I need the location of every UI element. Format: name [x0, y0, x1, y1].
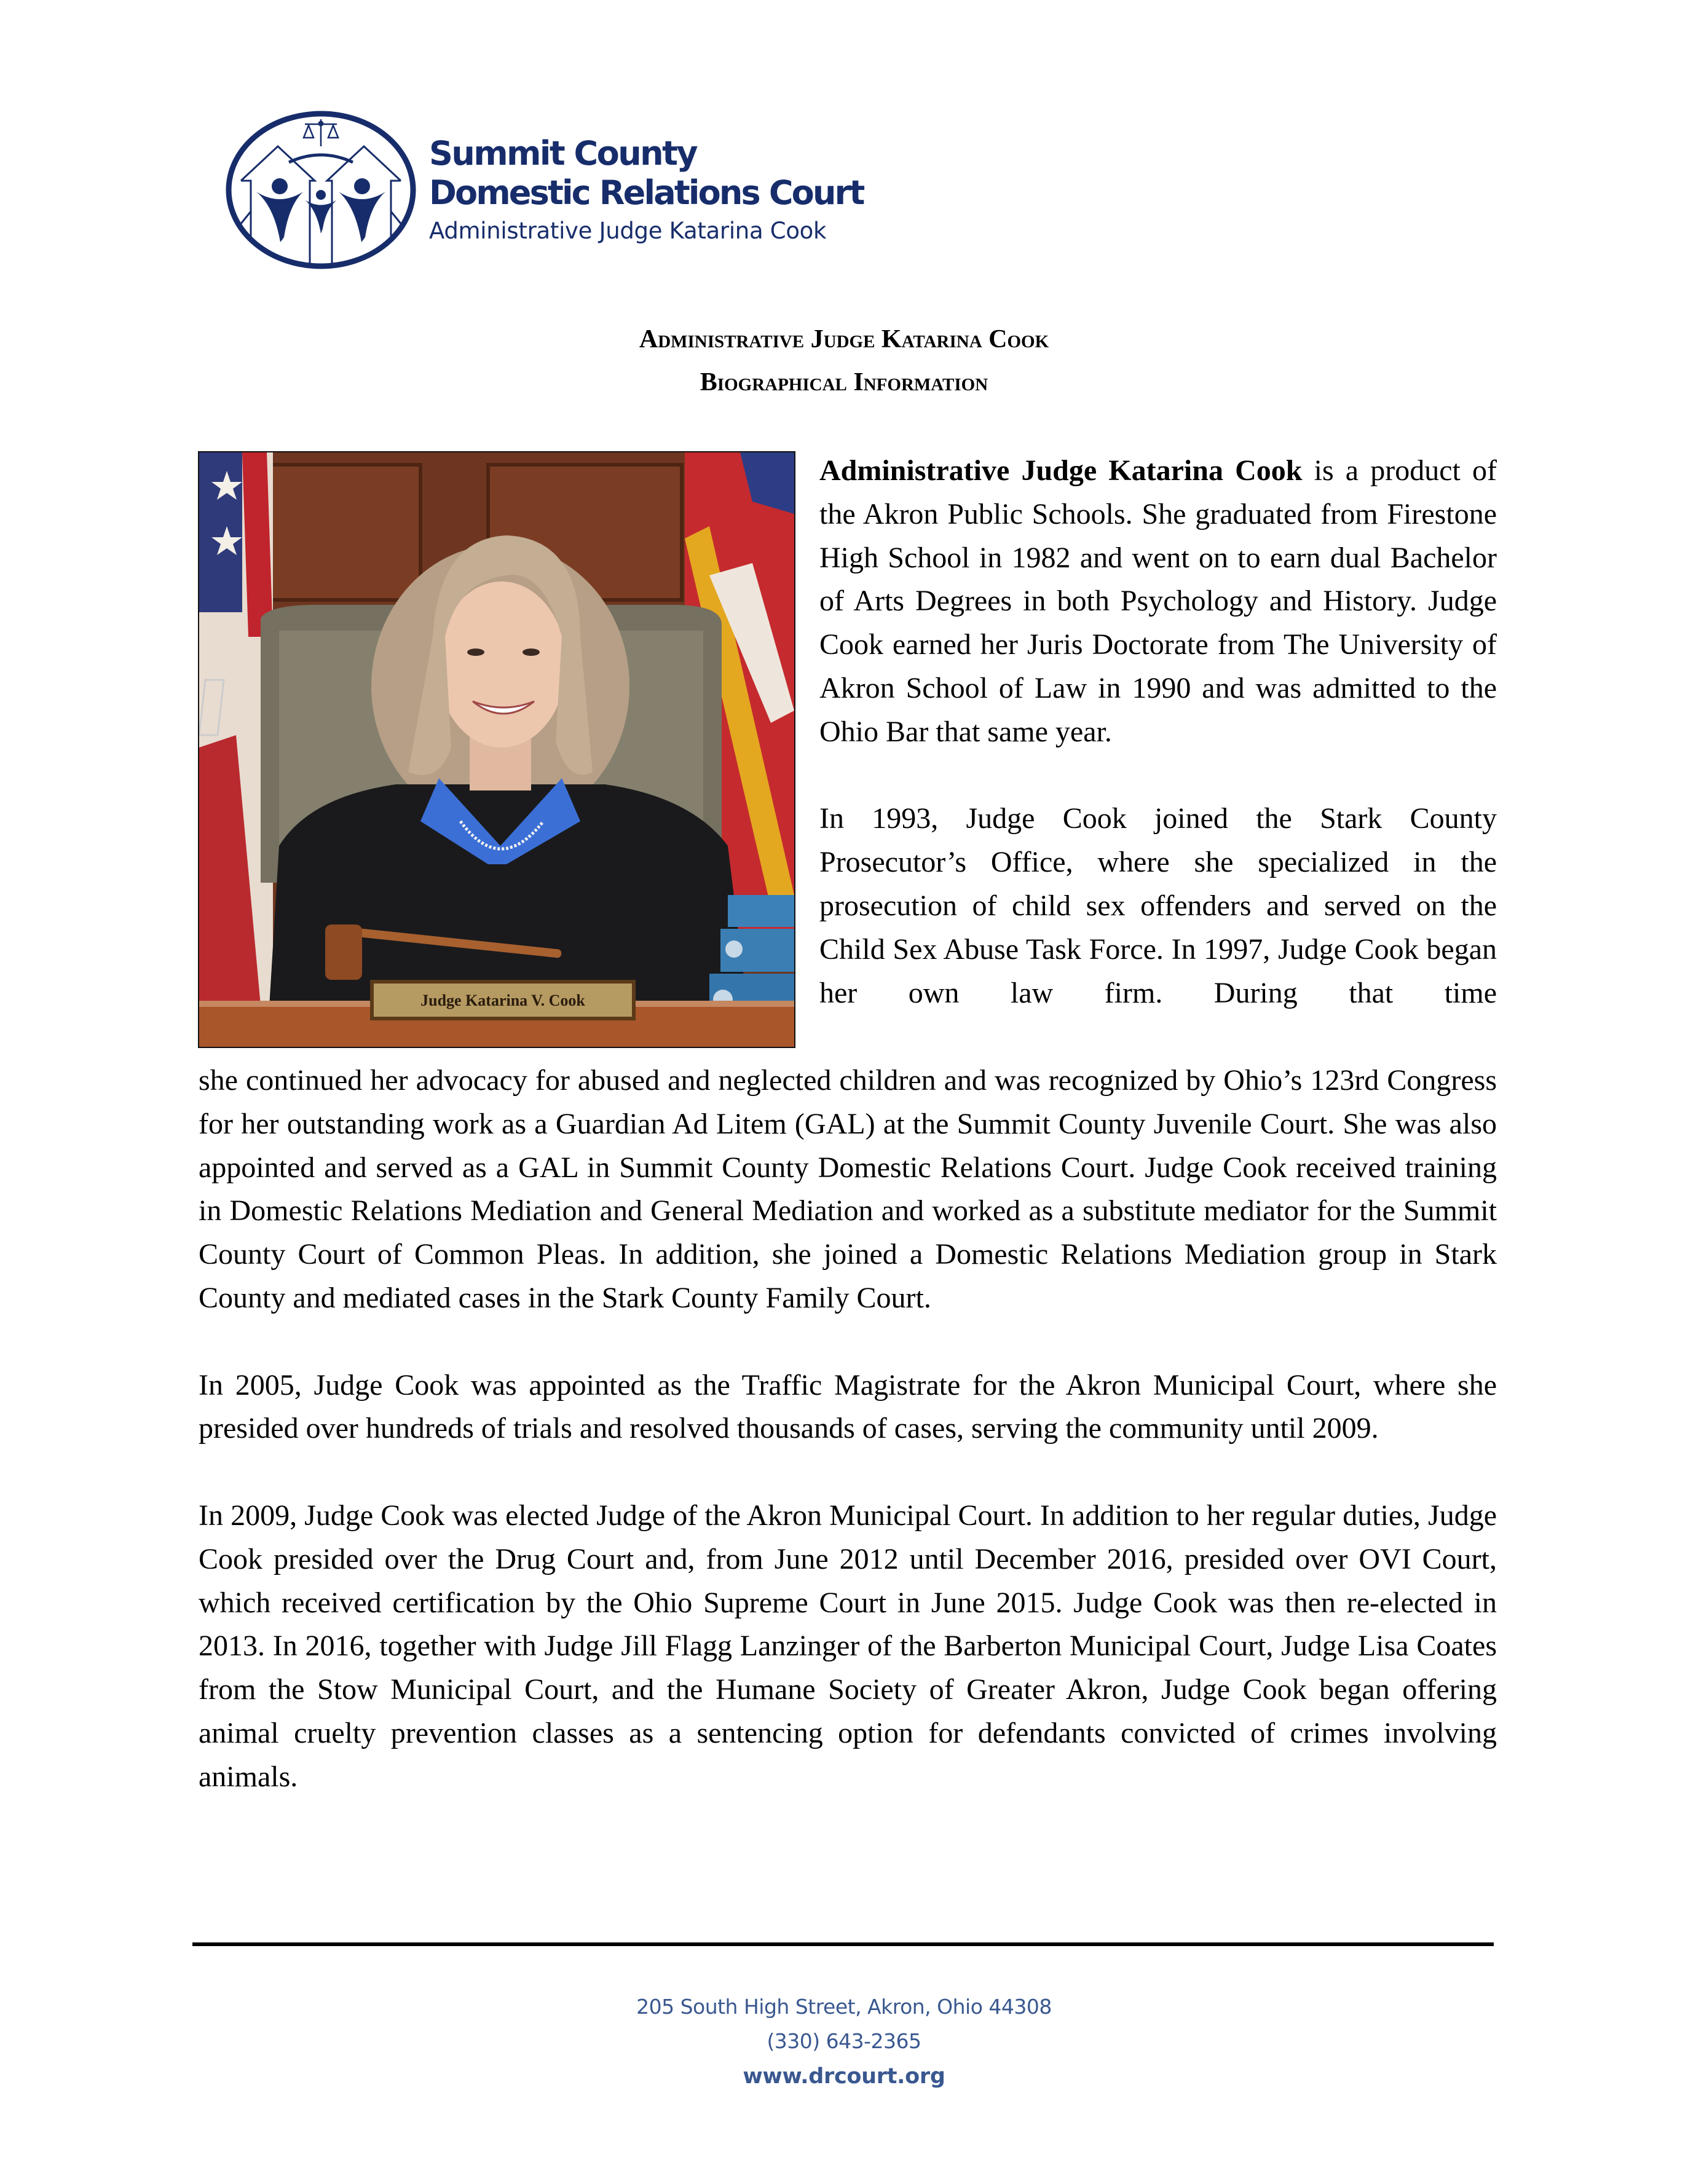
bio-paragraph-1-text: is a product of the Akron Public Schools. She graduated from Firestone High School in 1982 and went on to earn dual Bachelor of Arts Degrees in both Psychology and History. Judge Cook earned her Juris Doctorate from The University of Akron School of Law in 1990 and was admitted to the Ohio Bar that same year. — [819, 454, 1497, 748]
bio-paragraph-1 — [819, 449, 1497, 754]
bio-paragraph-4: In 2009, Judge Cook was elected Judge of the Akron Municipal Court. In addition to her regular duties, Judge Cook presided over the Drug Court and, from June 2012 until December 2016, presided over OVI Court, which received certification by the Ohio Supreme Court in June 2015. Judge Cook was then re-elected in 2013. In 2016, together with Judge Jill Flagg Lanzinger of the Barberton Municipal Court, Judge Lisa Coates from the Stow Municipal Court, and the Humane Society of Greater Akron, Judge Cook began offering animal cruelty prevention classes as a sentencing option for defendants convicted of crimes involving animals. — [199, 1499, 1497, 1793]
bio-paragraph-2-part2: she continued her advocacy for abused and neglected children and was recognized by Ohio’s 123rd Congress for her outstanding work as a Guardian Ad Litem (GAL) at the Summit County Juvenile Court. She was also appointed and served as a GAL in Summit County Domestic Relations Court. Judge Cook received training in Domestic Relations Mediation and General Mediation and worked as a substitute mediator for the Summit County Court of Common Pleas. In addition, she joined a Domestic Relations Mediation group in Stark County and mediated cases in the Stark County Family Court. — [199, 1064, 1497, 1314]
logo-judge-subtitle: Administrative Judge Katarina Cook — [429, 218, 827, 244]
bio-paragraph-2-part1: In 1993, Judge Cook joined the Stark County Prosecutor’s Office, where she specialized in the prosecution of child sex offenders and served on the Child Sex Abuse Task Force. In 1997, Judge Cook began her own law firm. During that time — [819, 802, 1497, 1009]
bio-right-column — [819, 449, 1497, 1015]
footer-phone[interactable]: (330) 643-2365 — [767, 2029, 921, 2053]
logo-court-name: Domestic Relations Court — [429, 173, 864, 212]
bio-intro-name: Administrative Judge Katarina Cook — [819, 454, 1303, 487]
footer-contact — [0, 1990, 1688, 2094]
judge-portrait-image — [199, 452, 794, 1047]
court-logo-emblem — [223, 108, 419, 272]
footer-website-link[interactable]: www.drcourt.org — [743, 2064, 945, 2089]
bio-paragraph-3: In 2005, Judge Cook was appointed as the Traffic Magistrate for the Akron Municipal Court, where she presided over hundreds of trials and resolved thousands of cases, serving the community until 2009. — [199, 1368, 1497, 1445]
logo-county-name: Summit County — [429, 134, 697, 173]
judge-portrait-photo — [198, 451, 795, 1048]
document-title-line1 — [0, 317, 1688, 361]
footer-address: 205 South High Street, Akron, Ohio 44308 — [636, 1995, 1052, 2019]
title-text-2: Biographical Information — [700, 368, 988, 396]
footer-divider — [192, 1942, 1494, 1946]
bio-full-width-section — [199, 1059, 1497, 1799]
court-logo-text — [429, 134, 863, 248]
scales-of-justice-houses-icon — [223, 108, 419, 272]
paragraph-spacer — [199, 1451, 1497, 1494]
paragraph-spacer — [819, 754, 1497, 798]
nameplate-text: Judge Katarina V. Cook — [420, 991, 585, 1009]
document-title-line2 — [0, 360, 1688, 404]
title-text-1: Administrative Judge Katarina Cook — [639, 325, 1049, 353]
paragraph-spacer — [199, 1320, 1497, 1364]
